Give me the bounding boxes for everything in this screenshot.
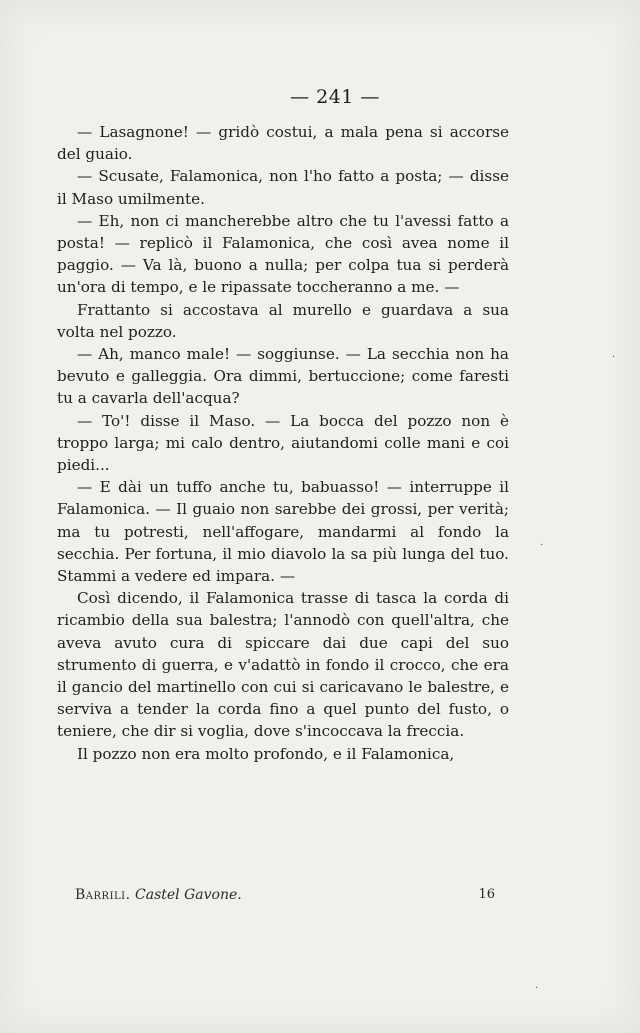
paragraph: Frattanto si accostava al murello e guardava a sua volta nel pozzo.	[57, 300, 509, 341]
paragraph: — Ah, manco male! — soggiunse. — La secchia non ha bevuto e galleggia. Ora dimmi, bertuccione; come faresti tu a cavarla dell'acqua?	[57, 345, 509, 408]
page-footer	[75, 887, 495, 903]
footer-author: Barrili.	[75, 887, 131, 903]
page-number: — 241 —	[290, 86, 380, 108]
paragraph: — Eh, non ci mancherebbe altro che tu l'avessi fatto a posta! — replicò il Falamonica, che così avea nome il paggio. — Va là, buono a nulla; per colpa tua si perderà un'ora di tempo, e le ripassate toccheranno a me. —	[57, 211, 509, 297]
paragraph: — Scusate, Falamonica, non l'ho fatto a posta; — disse il Maso umilmente.	[57, 167, 509, 208]
footer-title: Castel Gavone.	[135, 887, 242, 903]
paragraph: — Lasagnone! — gridò costui, a mala pena si accorse del guaio.	[57, 123, 509, 164]
margin-speck: ·	[535, 983, 539, 994]
paragraph: — E dài un tuffo anche tu, babuasso! — interruppe il Falamonica. — Il guaio non sarebbe dei grossi, per verità; ma tu potresti, nell'affogare, mandarmi al fondo la secchia. Per fortuna, il mio diavolo la sa più lunga del tuo. Stammi a vedere ed impara. —	[57, 478, 509, 586]
paragraph: Così dicendo, il Falamonica trasse di tasca la corda di ricambio della sua balestra; l'annodò con quell'altra, che aveva avuto cura di spiccare dai due capi del suo strumento di guerra, e v'adattò in fondo il crocco, che era il gancio del martinello con cui si caricavano le balestre, e serviva a tender la corda fino a quel punto del fusto, o teniere, che dir si voglia, dove s'incoccava la freccia.	[57, 589, 509, 741]
paragraph: Il pozzo non era molto profondo, e il Falamonica,	[77, 744, 455, 763]
signature-number: 16	[478, 887, 495, 902]
paragraph: — To'! disse il Maso. — La bocca del pozzo non è troppo larga; mi calo dentro, aiutandomi colle mani e coi piedi...	[57, 411, 509, 475]
margin-speck: ·	[540, 540, 544, 551]
body-text	[57, 121, 509, 765]
margin-speck: ·	[612, 352, 616, 363]
